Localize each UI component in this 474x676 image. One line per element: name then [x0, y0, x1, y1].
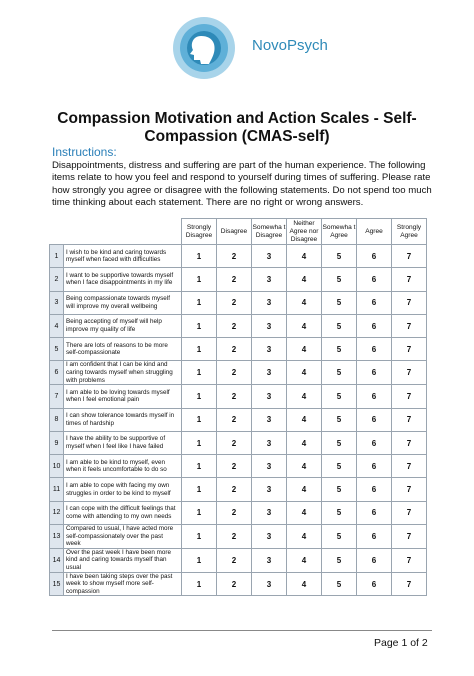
novopsych-logo [168, 14, 240, 82]
item-number: 13 [50, 525, 64, 549]
rating-option[interactable]: 6 [357, 478, 392, 501]
rating-option[interactable]: 6 [357, 338, 392, 361]
instructions-heading: Instructions: [52, 145, 117, 159]
rating-option[interactable]: 6 [357, 455, 392, 478]
rating-option[interactable]: 1 [182, 385, 217, 408]
rating-option[interactable]: 4 [287, 291, 322, 314]
rating-option[interactable]: 6 [357, 548, 392, 572]
rating-option[interactable]: 2 [217, 338, 252, 361]
item-statement: I can show tolerance towards myself in times of hardship [64, 408, 182, 431]
item-statement: Over the past week I have been more kind and caring towards myself than usual [64, 548, 182, 572]
rating-option[interactable]: 7 [392, 478, 427, 501]
item-number: 1 [50, 245, 64, 268]
rating-option[interactable]: 6 [357, 572, 392, 596]
table-row [50, 525, 427, 549]
item-number: 10 [50, 455, 64, 478]
rating-option[interactable]: 6 [357, 385, 392, 408]
rating-option[interactable]: 1 [182, 431, 217, 454]
rating-option[interactable]: 5 [322, 338, 357, 361]
item-statement: I have the ability to be supportive of myself when I feel like I have failed [64, 431, 182, 454]
rating-option[interactable]: 4 [287, 525, 322, 549]
item-statement: I can cope with the difficult feelings that come with attending to my own needs [64, 501, 182, 524]
document-title: Compassion Motivation and Action Scales - Self-Compassion (CMAS-self) [57, 110, 417, 145]
rating-option[interactable]: 2 [217, 268, 252, 291]
scale-header: Strongly Agree [392, 219, 427, 245]
item-number: 8 [50, 408, 64, 431]
rating-option[interactable]: 2 [217, 525, 252, 549]
item-statement: I am able to be kind to myself, even when it feels uncomfortable to do so [64, 455, 182, 478]
scale-header: Agree [357, 219, 392, 245]
rating-option[interactable]: 2 [217, 431, 252, 454]
rating-option[interactable]: 1 [182, 245, 217, 268]
table-row [50, 291, 427, 314]
rating-option[interactable]: 2 [217, 478, 252, 501]
rating-option[interactable]: 3 [252, 314, 287, 337]
table-row [50, 408, 427, 431]
rating-option[interactable]: 3 [252, 385, 287, 408]
item-statement: I want to be supportive towards myself when I face disappointments in my life [64, 268, 182, 291]
rating-table [49, 218, 427, 596]
rating-option[interactable]: 7 [392, 525, 427, 549]
rating-option[interactable]: 2 [217, 548, 252, 572]
rating-option[interactable]: 6 [357, 408, 392, 431]
table-row [50, 361, 427, 385]
item-number: 2 [50, 268, 64, 291]
rating-option[interactable]: 1 [182, 291, 217, 314]
rating-option[interactable]: 5 [322, 291, 357, 314]
rating-option[interactable]: 7 [392, 548, 427, 572]
rating-option[interactable]: 5 [322, 268, 357, 291]
item-number: 14 [50, 548, 64, 572]
rating-option[interactable]: 4 [287, 501, 322, 524]
rating-option[interactable]: 1 [182, 361, 217, 385]
instructions-text: Disappointments, distress and suffering are part of the human experience. The following items relate to how you feel and respond to yourself during times of suffering. Please rate how strongly you agree or disagree with the following statements. Do not spend too much time thinking about each statement. There are no right or wrong answers. [52, 160, 432, 209]
rating-option[interactable]: 5 [322, 314, 357, 337]
rating-option[interactable]: 5 [322, 385, 357, 408]
item-number: 6 [50, 361, 64, 385]
rating-option[interactable]: 3 [252, 245, 287, 268]
rating-option[interactable]: 1 [182, 572, 217, 596]
rating-option[interactable]: 1 [182, 478, 217, 501]
table-row [50, 338, 427, 361]
rating-option[interactable]: 6 [357, 314, 392, 337]
scale-header: Strongly Disagree [182, 219, 217, 245]
rating-option[interactable]: 7 [392, 268, 427, 291]
rating-option[interactable]: 7 [392, 455, 427, 478]
rating-option[interactable]: 5 [322, 431, 357, 454]
rating-option[interactable]: 4 [287, 245, 322, 268]
rating-option[interactable]: 2 [217, 408, 252, 431]
rating-option[interactable]: 1 [182, 501, 217, 524]
item-statement: I have been taking steps over the past week to show myself more self-compassion [64, 572, 182, 596]
rating-option[interactable]: 3 [252, 525, 287, 549]
scale-header: Neither Agree nor Disagree [287, 219, 322, 245]
table-row [50, 478, 427, 501]
table-row [50, 314, 427, 337]
item-statement: Being compassionate towards myself will improve my overall wellbeing [64, 291, 182, 314]
rating-option[interactable]: 6 [357, 431, 392, 454]
rating-option[interactable]: 6 [357, 361, 392, 385]
rating-option[interactable]: 1 [182, 338, 217, 361]
rating-option[interactable]: 4 [287, 408, 322, 431]
rating-option[interactable]: 3 [252, 478, 287, 501]
rating-option[interactable]: 4 [287, 314, 322, 337]
rating-option[interactable]: 5 [322, 408, 357, 431]
rating-option[interactable]: 6 [357, 525, 392, 549]
rating-option[interactable]: 2 [217, 572, 252, 596]
rating-option[interactable]: 2 [217, 385, 252, 408]
rating-option[interactable]: 7 [392, 361, 427, 385]
rating-option[interactable]: 6 [357, 245, 392, 268]
rating-option[interactable]: 4 [287, 548, 322, 572]
rating-option[interactable]: 3 [252, 291, 287, 314]
rating-option[interactable]: 5 [322, 548, 357, 572]
item-number: 5 [50, 338, 64, 361]
rating-option[interactable]: 5 [322, 572, 357, 596]
rating-option[interactable]: 7 [392, 501, 427, 524]
rating-option[interactable]: 7 [392, 572, 427, 596]
rating-option[interactable]: 2 [217, 314, 252, 337]
scale-header: Somewha t Agree [322, 219, 357, 245]
rating-option[interactable]: 3 [252, 338, 287, 361]
table-row [50, 501, 427, 524]
item-statement: I am able to cope with facing my own struggles in order to be kind to myself [64, 478, 182, 501]
rating-option[interactable]: 1 [182, 548, 217, 572]
item-number: 4 [50, 314, 64, 337]
rating-option[interactable]: 4 [287, 268, 322, 291]
rating-option[interactable]: 4 [287, 572, 322, 596]
page-number: Page 1 of 2 [374, 637, 428, 649]
item-statement: I am able to be loving towards myself when I feel emotional pain [64, 385, 182, 408]
table-row [50, 385, 427, 408]
rating-option[interactable]: 1 [182, 455, 217, 478]
header-blank [64, 219, 182, 245]
item-number: 12 [50, 501, 64, 524]
rating-option[interactable]: 7 [392, 431, 427, 454]
rating-option[interactable]: 3 [252, 431, 287, 454]
scale-header: Disagree [217, 219, 252, 245]
rating-option[interactable]: 1 [182, 525, 217, 549]
header-blank [50, 219, 64, 245]
table-row [50, 455, 427, 478]
rating-option[interactable]: 5 [322, 245, 357, 268]
rating-option[interactable]: 1 [182, 314, 217, 337]
rating-option[interactable]: 4 [287, 361, 322, 385]
rating-option[interactable]: 4 [287, 455, 322, 478]
rating-option[interactable]: 7 [392, 314, 427, 337]
item-statement: I wish to be kind and caring towards myself when faced with difficulties [64, 245, 182, 268]
rating-option[interactable]: 6 [357, 291, 392, 314]
rating-option[interactable]: 3 [252, 455, 287, 478]
rating-option[interactable]: 3 [252, 268, 287, 291]
rating-option[interactable]: 7 [392, 291, 427, 314]
rating-option[interactable]: 2 [217, 291, 252, 314]
item-number: 3 [50, 291, 64, 314]
rating-option[interactable]: 2 [217, 361, 252, 385]
rating-option[interactable]: 3 [252, 501, 287, 524]
rating-option[interactable]: 3 [252, 572, 287, 596]
brand-name: NovoPsych [252, 37, 328, 54]
footer-divider [52, 630, 432, 631]
rating-option[interactable]: 4 [287, 385, 322, 408]
item-statement: There are lots of reasons to be more self-compassionate [64, 338, 182, 361]
rating-option[interactable]: 1 [182, 268, 217, 291]
table-row [50, 548, 427, 572]
item-statement: Being accepting of myself will help improve my quality of life [64, 314, 182, 337]
item-number: 9 [50, 431, 64, 454]
item-number: 15 [50, 572, 64, 596]
rating-option[interactable]: 2 [217, 501, 252, 524]
rating-option[interactable]: 5 [322, 361, 357, 385]
rating-option[interactable]: 5 [322, 525, 357, 549]
rating-option[interactable]: 4 [287, 478, 322, 501]
rating-option[interactable]: 4 [287, 338, 322, 361]
rating-option[interactable]: 7 [392, 385, 427, 408]
item-statement: Compared to usual, I have acted more self-compassionately over the past week [64, 525, 182, 549]
item-number: 11 [50, 478, 64, 501]
table-row [50, 268, 427, 291]
table-row [50, 572, 427, 596]
rating-option[interactable]: 5 [322, 478, 357, 501]
rating-option[interactable]: 3 [252, 408, 287, 431]
table-row [50, 431, 427, 454]
rating-option[interactable]: 3 [252, 361, 287, 385]
rating-option[interactable]: 2 [217, 455, 252, 478]
item-statement: I am confident that I can be kind and caring towards myself when struggling with problems [64, 361, 182, 385]
rating-option[interactable]: 7 [392, 338, 427, 361]
rating-option[interactable]: 3 [252, 548, 287, 572]
rating-option[interactable]: 2 [217, 245, 252, 268]
rating-option[interactable]: 7 [392, 245, 427, 268]
table-row [50, 245, 427, 268]
rating-option[interactable]: 6 [357, 268, 392, 291]
rating-option[interactable]: 6 [357, 501, 392, 524]
rating-option[interactable]: 1 [182, 408, 217, 431]
rating-option[interactable]: 5 [322, 501, 357, 524]
rating-option[interactable]: 5 [322, 455, 357, 478]
item-number: 7 [50, 385, 64, 408]
rating-option[interactable]: 7 [392, 408, 427, 431]
rating-option[interactable]: 4 [287, 431, 322, 454]
scale-header: Somewha t Disagree [252, 219, 287, 245]
